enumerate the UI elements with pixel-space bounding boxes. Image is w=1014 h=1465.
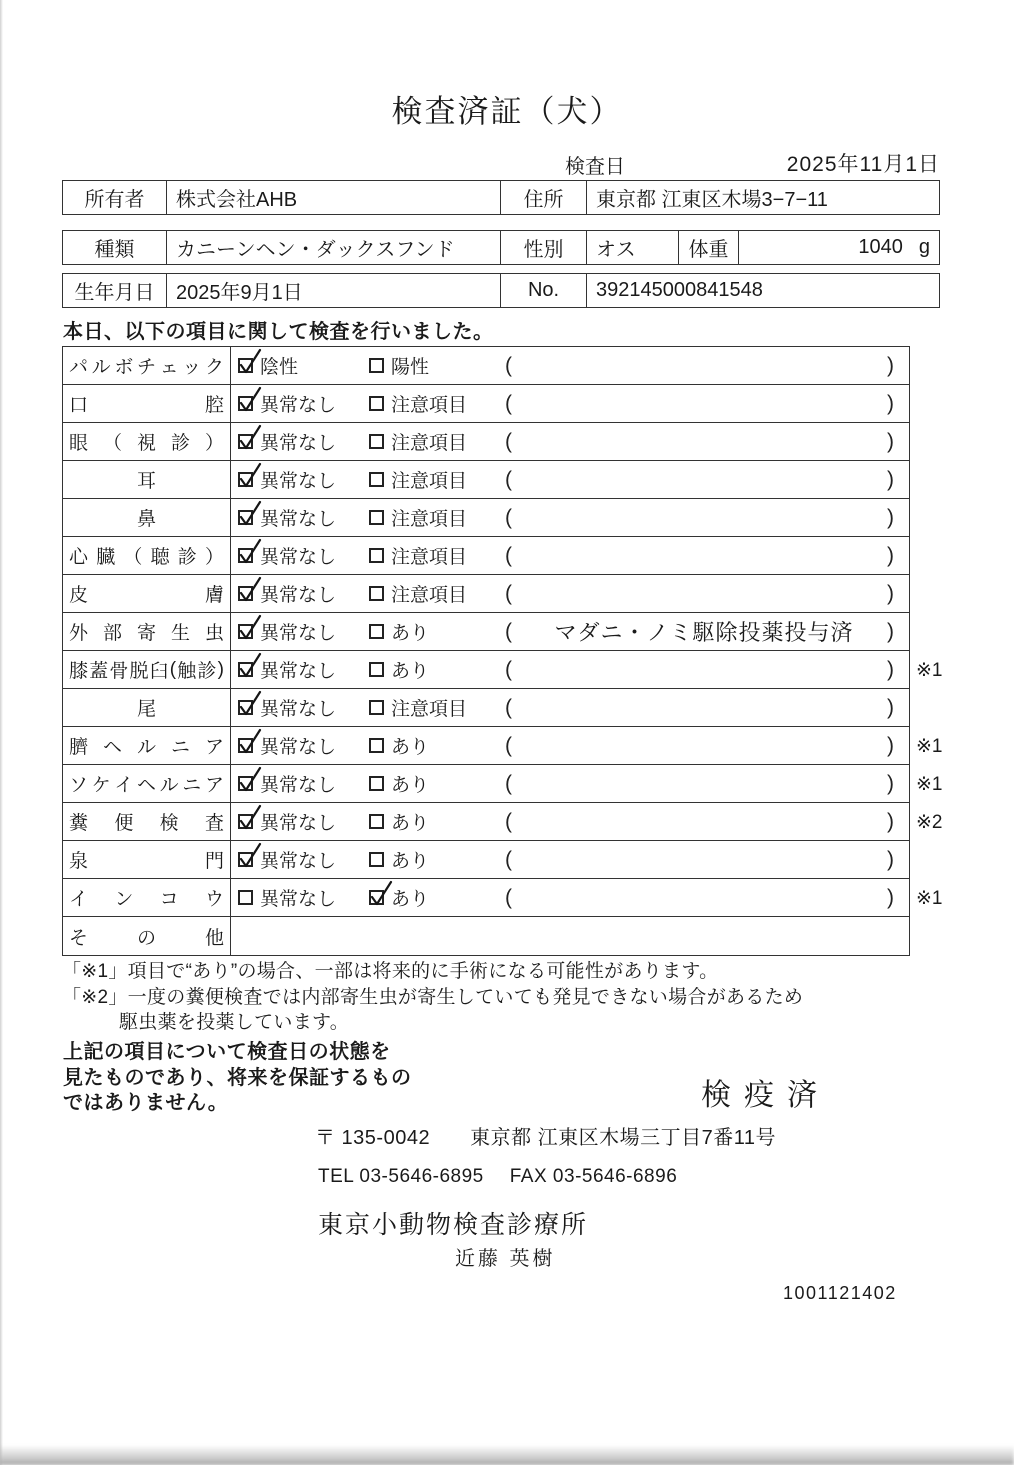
owner-table [62,180,940,215]
check-mark-icon [238,728,263,755]
inspection-row-content [231,537,909,574]
footnote-mark: ※1 [916,736,943,757]
close-paren: ) [887,885,894,909]
footnotes [62,959,803,1036]
inspection-option [231,884,362,911]
check-mark-icon [238,576,263,603]
inspection-option [231,428,362,455]
option-label: 異常なし [260,395,337,416]
clinic-fax: FAX 03-5646-6896 [509,1166,678,1187]
option-label: 注意項目 [391,509,468,530]
inspection-row [63,423,909,461]
inspection-option [231,846,362,873]
close-paren: ) [887,353,894,377]
inspection-row [63,537,909,575]
owner-label: 所有者 [63,181,167,214]
inspection-option [362,504,499,531]
document-title: 検査済証（犬） [391,94,623,129]
option-label: あり [391,889,430,910]
remarks-area [499,689,909,726]
open-paren: ( [505,543,512,567]
inspection-option [231,390,362,417]
inspection-row-content [231,423,909,460]
check-mark-icon [238,614,263,641]
open-paren: ( [505,505,512,529]
inspection-option [231,770,362,797]
open-paren: ( [505,467,512,491]
owner-value: 株式会社AHB [167,181,501,214]
close-paren: ) [887,847,894,871]
inspection-row [63,803,943,841]
inspection-row-content [231,499,909,536]
inspection-row [63,461,909,499]
inspection-item-label: 外 部 寄 生 虫 [63,613,231,650]
inspection-option [231,466,362,493]
option-label: 異常なし [260,509,337,530]
inspection-item-label: 耳 [63,461,231,498]
checkbox-icon [369,434,384,449]
close-paren: ) [887,429,894,453]
inspection-row [63,575,909,613]
checkbox-checked-icon [238,776,253,791]
open-paren: ( [505,429,512,453]
checkbox-icon [369,662,384,677]
option-label: 注意項目 [391,433,468,454]
inspection-option [362,884,499,911]
remarks-area [499,347,909,384]
option-label: 注意項目 [391,585,468,606]
clinic-address: 東京都 江東区木場三丁目7番11号 [470,1127,777,1149]
footnote-mark: ※1 [916,888,943,909]
inspection-row [63,651,943,689]
checkbox-icon [369,358,384,373]
inspection-option [231,694,362,721]
footnote-mark: ※1 [916,774,943,795]
disclaimer-line: 見たものであり、将来を保証するもの [63,1066,412,1089]
inspection-row-content [231,461,909,498]
option-label: 陽性 [391,357,430,378]
checkbox-checked-icon [238,738,253,753]
remarks-area [499,537,909,574]
weight-cell [739,231,939,264]
option-label: あり [391,775,430,796]
inspection-row [63,841,909,879]
inspection-item-label: 口 腔 [63,385,231,422]
sex-value: オス [587,231,679,264]
open-paren: ( [505,353,512,377]
clinic-address-line [315,1121,776,1150]
close-paren: ) [887,581,894,605]
checkbox-icon [369,624,384,639]
address-label: 住所 [501,181,587,214]
option-label: あり [391,623,430,644]
inspection-row-content [231,917,909,955]
remarks-area [499,765,909,802]
open-paren: ( [505,619,512,643]
remarks-area [499,879,909,916]
inspection-option [362,618,499,645]
open-paren: ( [505,885,512,909]
close-paren: ) [887,543,894,567]
inspection-option [231,656,362,683]
inspection-row-content [231,765,909,802]
remarks-area [499,575,909,612]
inspection-option [362,694,499,721]
inspection-row [63,385,909,423]
option-label: 注意項目 [391,699,468,720]
inspection-row-content [231,879,909,916]
inspection-option [362,656,499,683]
check-mark-icon [238,652,263,679]
option-label: 異常なし [260,547,337,568]
inspection-row [63,765,943,803]
inspection-row-content [231,803,909,840]
inspection-option [231,808,362,835]
inspection-option [231,732,362,759]
option-label: 注意項目 [391,395,468,416]
check-mark-icon [238,766,263,793]
checkbox-checked-icon [238,814,253,829]
close-paren: ) [887,695,894,719]
pet-info-row [62,230,940,265]
inspection-option [362,770,499,797]
inspection-option [362,808,499,835]
checkbox-checked-icon [369,890,384,905]
sex-label: 性別 [501,231,587,264]
inspection-row-content [231,385,909,422]
weight-label: 体重 [679,231,739,264]
option-label: 異常なし [260,661,337,682]
close-paren: ) [887,771,894,795]
checkbox-checked-icon [238,396,253,411]
postal-code: 〒 135-0042 [315,1127,431,1149]
remarks-area [499,423,909,460]
checkbox-checked-icon [238,852,253,867]
breed-value: カニーンヘン・ダックスフンド [167,231,501,264]
inspection-row-content [231,841,909,878]
inspection-option [231,352,362,379]
inspection-row-content [231,347,909,384]
inspection-item-label: パ ル ボ チ ェ ッ ク [63,347,231,384]
remarks-area [499,651,909,688]
open-paren: ( [505,809,512,833]
close-paren: ) [887,467,894,491]
inspection-row-content [231,613,909,650]
checkbox-icon [369,776,384,791]
inspection-option [362,542,499,569]
remarks-area [499,613,909,650]
inspection-option [231,580,362,607]
inspection-row [63,613,909,651]
checkbox-checked-icon [238,548,253,563]
open-paren: ( [505,695,512,719]
option-label: 異常なし [260,813,337,834]
checkbox-checked-icon [238,358,253,373]
inspection-option [362,428,499,455]
inspection-row-content [231,651,909,688]
inspection-item-label: 糞 便 検 査 [63,803,231,840]
document-number: 1001121402 [783,1283,897,1303]
inspection-option [362,846,499,873]
option-label: あり [391,813,430,834]
option-label: あり [391,661,430,682]
inspection-row [63,727,943,765]
option-label: 異常なし [260,889,337,910]
check-mark-icon [238,386,263,413]
inspection-item-label: 膝 蓋 骨 脱 臼 ( 触 診 ) [63,651,231,688]
check-mark-icon [238,462,263,489]
close-paren: ) [887,657,894,681]
checkbox-icon [369,852,384,867]
check-mark-icon [238,348,263,375]
close-paren: ) [887,733,894,757]
birthdate-label: 生年月日 [63,274,167,307]
inspection-option [362,732,499,759]
check-mark-icon [238,842,263,869]
checkbox-checked-icon [238,662,253,677]
address-value: 東京都 江東区木場3−7−11 [596,189,828,211]
checkbox-icon [238,890,253,905]
inspection-row-content [231,689,909,726]
footnote-mark: ※1 [916,660,943,681]
inspection-option [231,504,362,531]
option-label: あり [391,851,430,872]
inspection-row [63,917,909,955]
checkbox-checked-icon [238,624,253,639]
clinic-name: 東京小動物検査診療所 [318,1211,589,1239]
certificate-no-value: 392145000841548 [596,279,763,301]
option-label: 異常なし [260,699,337,720]
disclaimer-line: ではありません。 [63,1092,229,1114]
inspection-item-label: イ ン コ ウ [63,879,231,916]
checkbox-icon [369,586,384,601]
option-label: 注意項目 [391,471,468,492]
footnote-line: 「※2」一度の糞便検査では内部寄生虫が寄生していても発見できない場合があるため [62,986,804,1008]
inspection-row-content [231,575,909,612]
option-label: 異常なし [260,471,337,492]
scan-artifact-bottom-edge [0,1445,1014,1465]
inspection-row [63,879,943,917]
option-label: 注意項目 [391,547,468,568]
option-label: 異常なし [260,433,337,454]
inspection-item-label: ソ ケ イ ヘ ル ニ ア [63,765,231,802]
option-label: 異常なし [260,623,337,644]
inspection-option [362,390,499,417]
checkbox-checked-icon [238,700,253,715]
close-paren: ) [887,505,894,529]
inspection-option [362,352,499,379]
inspection-row-content [231,727,909,764]
close-paren: ) [887,391,894,415]
open-paren: ( [505,657,512,681]
checkbox-checked-icon [238,434,253,449]
option-label: 陰性 [260,357,299,378]
remarks-area [499,461,909,498]
scan-artifact-left-edge [0,0,3,1465]
inspection-item-label: そ の 他 [63,917,231,955]
check-mark-icon [238,500,263,527]
open-paren: ( [505,733,512,757]
clinic-tel: TEL 03-5646-6895 [318,1166,484,1187]
footnote-line: 「※1」項目で“あり”の場合、一部は将来的に手術になる可能性があります。 [62,961,719,982]
open-paren: ( [505,771,512,795]
remarks-area [499,841,909,878]
inspection-row [63,347,909,385]
checkbox-icon [369,548,384,563]
inspection-date-label: 検査日 [565,156,625,178]
open-paren: ( [505,581,512,605]
remarks-area [499,803,909,840]
checkbox-checked-icon [238,586,253,601]
birth-info-row [62,273,940,308]
disclaimer [63,1040,412,1117]
inspection-item-label: 尾 [63,689,231,726]
close-paren: ) [887,619,894,643]
remarks-area [499,727,909,764]
intro-text: 本日、以下の項目に関して検査を行いました。 [63,321,494,343]
open-paren: ( [505,391,512,415]
inspection-date-value: 2025年11月1日 [786,153,940,176]
inspection-table [62,346,943,956]
checkbox-icon [369,738,384,753]
weight-unit: g [918,236,930,258]
check-mark-icon [238,690,263,717]
certificate-no-label: No. [501,274,587,307]
check-mark-icon [238,804,263,831]
checkbox-checked-icon [238,472,253,487]
open-paren: ( [505,847,512,871]
weight-value: 1040 [858,236,903,258]
footnote-line: 駆虫薬を投薬しています。 [119,1012,350,1033]
inspection-row [63,689,909,727]
checkbox-icon [369,510,384,525]
disclaimer-line: 上記の項目について検査日の状態を [63,1041,391,1063]
option-label: 異常なし [260,585,337,606]
inspection-item-label: 臍 ヘ ル ニ ア [63,727,231,764]
birthdate-value: 2025年9月1日 [167,274,501,307]
inspection-option [362,466,499,493]
checkbox-checked-icon [238,510,253,525]
inspection-item-label: 泉 門 [63,841,231,878]
inspection-item-label: 心 臓 （ 聴 診 ） [63,537,231,574]
option-label: 異常なし [260,737,337,758]
inspection-option [231,618,362,645]
breed-label: 種類 [63,231,167,264]
checkbox-icon [369,700,384,715]
inspection-item-label: 皮 膚 [63,575,231,612]
inspection-option [362,580,499,607]
check-mark-icon [238,538,263,565]
inspection-item-label: 眼 （ 視 診 ） [63,423,231,460]
inspection-row [63,499,909,537]
option-label: 異常なし [260,851,337,872]
inspection-option [231,542,362,569]
checkbox-icon [369,814,384,829]
checkbox-icon [369,472,384,487]
remarks-text: マダニ・ノミ駆除投薬投与済 [554,620,854,645]
close-paren: ) [887,809,894,833]
check-mark-icon [369,880,394,907]
option-label: 異常なし [260,775,337,796]
veterinarian-name: 近藤 英樹 [455,1248,556,1270]
checkbox-icon [369,396,384,411]
check-mark-icon [238,424,263,451]
footnote-mark: ※2 [916,812,943,833]
remarks-area [499,385,909,422]
clinic-contact-line [318,1166,677,1188]
inspection-item-label: 鼻 [63,499,231,536]
remarks-area [499,499,909,536]
quarantine-stamp: 検疫済 [701,1079,830,1112]
option-label: あり [391,737,430,758]
